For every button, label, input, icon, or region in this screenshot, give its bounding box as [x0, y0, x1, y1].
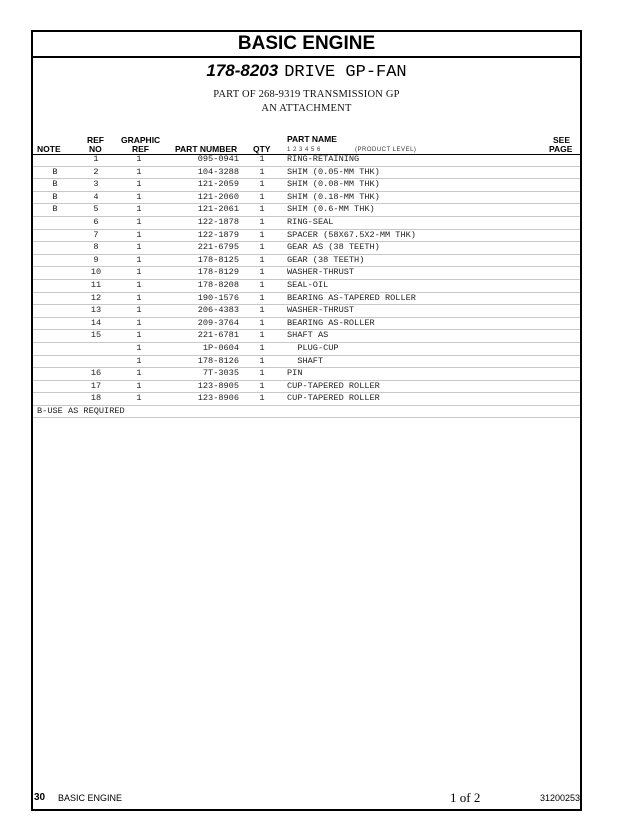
row-ref-no: 14: [90, 317, 102, 328]
table-row: [33, 330, 580, 343]
row-part-number: 122-1878: [197, 216, 239, 227]
header-see-top: SEE: [553, 135, 571, 145]
row-graphic-ref: 1: [136, 179, 142, 190]
table-row: [33, 217, 580, 230]
row-ref-no: 12: [90, 292, 102, 303]
row-ref-no: 13: [90, 305, 102, 316]
row-part-name: BEARING AS-TAPERED ROLLER: [287, 292, 416, 303]
row-ref-no: 17: [90, 380, 102, 391]
table-row: [33, 368, 580, 381]
row-part-number: 178-8129: [197, 267, 239, 278]
row-qty: 1: [259, 267, 265, 278]
row-graphic-ref: 1: [136, 216, 142, 227]
row-qty: 1: [259, 154, 265, 164]
row-ref-no: 9: [93, 254, 99, 265]
row-part-name: PLUG-CUP: [287, 342, 339, 353]
row-part-number: 178-8208: [197, 279, 239, 290]
row-part-number: 221-6781: [197, 330, 239, 341]
row-part-name: SEAL-OIL: [287, 279, 329, 290]
row-ref-no: 18: [90, 393, 102, 404]
header-ref-top: REF: [87, 135, 104, 145]
footer-doc-number: 31200253: [539, 793, 580, 803]
footer-page-of: 1 of 2: [450, 790, 481, 805]
row-qty: 1: [259, 279, 265, 290]
footer-page-number: 30: [34, 792, 46, 803]
row-part-name: PIN: [287, 368, 303, 379]
table-row: [33, 255, 580, 268]
header-see-bottom: PAGE: [549, 144, 573, 154]
footnote: B-USE AS REQUIRED: [33, 406, 580, 419]
header-part-name: PART NAME: [287, 134, 337, 144]
row-part-number: 121-2061: [197, 204, 239, 215]
row-qty: 1: [259, 166, 265, 177]
parts-table-body: [33, 154, 580, 418]
row-note: B: [52, 204, 58, 215]
row-qty: 1: [259, 380, 265, 391]
row-part-name: WASHER-THRUST: [287, 267, 355, 278]
row-graphic-ref: 1: [136, 204, 142, 215]
row-ref-no: 4: [93, 191, 99, 202]
row-graphic-ref: 1: [136, 355, 142, 366]
header-product-level: (PRODUCT LEVEL): [355, 147, 417, 153]
group-number: 178-8203: [206, 61, 279, 80]
row-graphic-ref: 1: [136, 154, 142, 164]
header-graphic-bottom: REF: [132, 144, 149, 154]
row-graphic-ref: 1: [136, 191, 142, 202]
row-part-number: 123-8905: [197, 380, 239, 391]
header-part-number: PART NUMBER: [175, 144, 238, 154]
row-ref-no: 5: [93, 204, 99, 215]
header-graphic-top: GRAPHIC: [121, 135, 161, 145]
row-part-name: CUP-TAPERED ROLLER: [287, 380, 380, 391]
row-graphic-ref: 1: [136, 305, 142, 316]
row-part-name: SHIM (0.18-MM THK): [287, 191, 380, 202]
row-graphic-ref: 1: [136, 342, 142, 353]
section-title: BASIC ENGINE: [33, 32, 580, 58]
row-qty: 1: [259, 317, 265, 328]
table-row: [33, 167, 580, 180]
row-ref-no: 2: [93, 166, 99, 177]
row-part-number: 121-2060: [197, 191, 239, 202]
row-graphic-ref: 1: [136, 279, 142, 290]
row-part-number: 121-2059: [197, 179, 239, 190]
row-qty: 1: [259, 204, 265, 215]
row-ref-no: 11: [90, 279, 102, 290]
table-row: [33, 318, 580, 331]
row-ref-no: 7: [93, 229, 99, 240]
table-row: [33, 267, 580, 280]
row-part-number: 123-8906: [197, 393, 239, 404]
row-part-number: 1P-0604: [202, 342, 239, 353]
row-part-number: 221-6795: [197, 242, 239, 253]
row-qty: 1: [259, 216, 265, 227]
footer-section: BASIC ENGINE: [58, 793, 123, 803]
row-part-name: SHIM (0.08-MM THK): [287, 179, 380, 190]
row-ref-no: 6: [93, 216, 99, 227]
row-part-number: 095-0941: [197, 154, 239, 164]
row-part-name: CUP-TAPERED ROLLER: [287, 393, 380, 404]
table-row: [33, 192, 580, 205]
header-qty: QTY: [253, 144, 271, 154]
row-part-name: GEAR AS (38 TEETH): [287, 242, 380, 253]
row-qty: 1: [259, 229, 265, 240]
table-row: [33, 293, 580, 306]
row-qty: 1: [259, 368, 265, 379]
row-ref-no: 1: [93, 154, 99, 164]
row-ref-no: 8: [93, 242, 99, 253]
row-part-number: 206-4383: [197, 305, 239, 316]
row-ref-no: 10: [90, 267, 102, 278]
row-part-name: SHIM (0.6-MM THK): [287, 204, 375, 215]
header-ref-bottom: NO: [89, 144, 102, 154]
row-qty: 1: [259, 393, 265, 404]
row-part-name: SHIM (0.05-MM THK): [287, 166, 380, 177]
row-graphic-ref: 1: [136, 292, 142, 303]
row-qty: 1: [259, 292, 265, 303]
row-qty: 1: [259, 254, 265, 265]
row-part-name: GEAR (38 TEETH): [287, 254, 365, 265]
table-row: [33, 179, 580, 192]
row-part-name: SHAFT: [287, 355, 324, 366]
table-row: [33, 204, 580, 217]
row-qty: 1: [259, 355, 265, 366]
row-qty: 1: [259, 191, 265, 202]
row-graphic-ref: 1: [136, 254, 142, 265]
table-row: [33, 343, 580, 356]
row-qty: 1: [259, 330, 265, 341]
table-row: [33, 356, 580, 369]
row-qty: 1: [259, 305, 265, 316]
table-row: [33, 305, 580, 318]
row-graphic-ref: 1: [136, 166, 142, 177]
row-part-number: 209-3764: [197, 317, 239, 328]
header-note: NOTE: [37, 144, 61, 154]
group-title: [33, 60, 580, 84]
part-of-line: PART OF 268-9319 TRANSMISSION GP: [213, 89, 400, 100]
table-row: [33, 242, 580, 255]
row-part-number: 178-8126: [197, 355, 239, 366]
row-part-name: SPACER (58X67.5X2-MM THK): [287, 229, 416, 240]
row-graphic-ref: 1: [136, 330, 142, 341]
row-qty: 1: [259, 342, 265, 353]
row-part-name: RING-SEAL: [287, 216, 334, 227]
row-note: B: [52, 179, 58, 190]
row-qty: 1: [259, 242, 265, 253]
table-row: [33, 393, 580, 406]
row-graphic-ref: 1: [136, 267, 142, 278]
row-graphic-ref: 1: [136, 368, 142, 379]
parts-table-header: [33, 132, 580, 155]
row-part-number: 104-3288: [197, 166, 239, 177]
row-ref-no: 3: [93, 179, 99, 190]
table-row: [33, 154, 580, 167]
row-graphic-ref: 1: [136, 242, 142, 253]
row-part-name: BEARING AS-ROLLER: [287, 317, 375, 328]
row-part-name: WASHER-THRUST: [287, 305, 355, 316]
page-footer: [34, 792, 580, 806]
row-part-number: 122-1879: [197, 229, 239, 240]
header-product-level-digits: 1 2 3 4 5 6: [287, 147, 321, 153]
row-part-number: 178-8125: [197, 254, 239, 265]
row-part-number: 190-1576: [197, 292, 239, 303]
attachment-line: AN ATTACHMENT: [261, 103, 352, 114]
row-qty: 1: [259, 179, 265, 190]
row-ref-no: 15: [90, 330, 102, 341]
group-name: DRIVE GP-FAN: [284, 63, 407, 82]
part-of-info: [33, 88, 580, 116]
table-row: [33, 381, 580, 394]
table-row: [33, 230, 580, 243]
row-part-name: RING-RETAINING: [287, 154, 360, 164]
row-graphic-ref: 1: [136, 229, 142, 240]
row-part-name: SHAFT AS: [287, 330, 329, 341]
row-graphic-ref: 1: [136, 380, 142, 391]
row-graphic-ref: 1: [136, 317, 142, 328]
row-graphic-ref: 1: [136, 393, 142, 404]
table-row: [33, 280, 580, 293]
parts-page-frame: [31, 30, 582, 811]
row-ref-no: 16: [90, 368, 102, 379]
row-part-number: 7T-3035: [202, 368, 239, 379]
row-note: B: [52, 166, 58, 177]
row-note: B: [52, 191, 58, 202]
